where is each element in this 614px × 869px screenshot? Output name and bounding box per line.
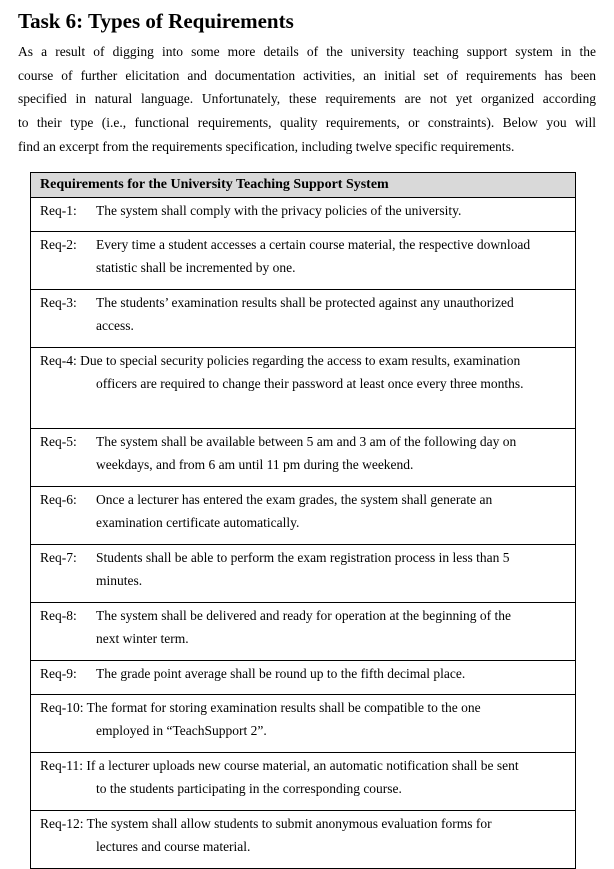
- req-11: [31, 753, 575, 810]
- table-row: [31, 487, 576, 545]
- req-text: Every time a student accesses a certain course material, the respective download: [96, 237, 531, 252]
- req-8: [31, 603, 575, 660]
- req-text: employed in “TeachSupport 2”.: [96, 723, 267, 738]
- req-text: The system shall be available between 5 am and 3 am of the following day on: [96, 434, 517, 449]
- req-line: [40, 812, 575, 835]
- intro-line: As a result of digging into some more details of the university teaching support system in the: [18, 44, 596, 59]
- table-header: Requirements for the University Teaching Support System: [31, 173, 576, 198]
- req-text: The grade point average shall be round up to the fifth decimal place.: [96, 666, 466, 681]
- req-id: Req-3:: [40, 295, 77, 310]
- req-text: The format for storing examination results shall be compatible to the one: [86, 700, 481, 715]
- req-12: [31, 811, 575, 868]
- req-id: Req-10:: [40, 700, 84, 715]
- req-text: The students’ examination results shall be protected against any unauthorized: [96, 295, 514, 310]
- req-text: examination certificate automatically.: [96, 515, 300, 530]
- req-text: statistic shall be incremented by one.: [96, 260, 296, 275]
- req-id: Req-11:: [40, 758, 83, 773]
- table-row: [31, 753, 576, 811]
- intro-line: to their type (i.e., functional requirements, quality requirements, or constraints). Below you will: [18, 115, 596, 131]
- req-id: Req-12:: [40, 816, 84, 831]
- table-row: [31, 232, 576, 290]
- req-text: access.: [96, 318, 134, 333]
- page-title: Task 6: Types of Requirements: [18, 9, 294, 33]
- table-header-row: [31, 173, 576, 198]
- req-id: Req-7:: [40, 550, 77, 565]
- table-row: [31, 603, 576, 661]
- req-text: Due to special security policies regarding the access to exam results, examination: [80, 353, 521, 368]
- req-line: [40, 754, 575, 777]
- req-text: If a lecturer uploads new course material, an automatic notification shall be sent: [86, 758, 519, 773]
- intro-paragraph: [18, 40, 596, 159]
- req-7: [31, 545, 575, 602]
- req-text: The system shall comply with the privacy policies of the university.: [96, 203, 462, 218]
- req-text: minutes.: [96, 573, 143, 588]
- req-id: Req-5:: [40, 434, 77, 449]
- req-id: Req-2:: [40, 237, 77, 252]
- table-row: [31, 661, 576, 695]
- req-id: Req-8:: [40, 608, 77, 623]
- table-row: [31, 290, 576, 348]
- req-id: Req-9:: [40, 666, 77, 681]
- table-row: [31, 811, 576, 869]
- intro-line: find an excerpt from the requirements specification, including twelve specific requirements.: [18, 138, 515, 154]
- req-id: Req-6:: [40, 492, 77, 507]
- req-text: The system shall be delivered and ready for operation at the beginning of the: [96, 608, 511, 623]
- req-9: [31, 661, 575, 694]
- req-text: next winter term.: [96, 631, 189, 646]
- intro-line: course of further elicitation and documentation activities, an initial set of requirements has been: [18, 67, 596, 83]
- table-row: [31, 545, 576, 603]
- req-5: [31, 429, 575, 486]
- table-row: [31, 695, 576, 753]
- requirements-table: [30, 172, 576, 869]
- req-2: [31, 232, 575, 289]
- req-text: Students shall be able to perform the exam registration process in less than 5: [96, 550, 510, 565]
- req-id: Req-4:: [40, 353, 77, 368]
- req-6: [31, 487, 575, 544]
- intro-line: specified in natural language. Unfortunately, these requirements are not yet organized according: [18, 91, 596, 107]
- req-id: Req-1:: [40, 203, 77, 218]
- req-3: [31, 290, 575, 347]
- req-text: Once a lecturer has entered the exam grades, the system shall generate an: [96, 492, 493, 507]
- req-line: [40, 349, 575, 372]
- table-row: [31, 348, 576, 429]
- req-1: [31, 198, 575, 231]
- req-4: [31, 348, 575, 428]
- req-10: [31, 695, 575, 752]
- req-line: [40, 696, 575, 719]
- req-text: The system shall allow students to submit anonymous evaluation forms for: [86, 816, 492, 831]
- req-text: officers are required to change their password at least once every three months.: [96, 376, 524, 391]
- table-row: [31, 198, 576, 232]
- table-row: [31, 429, 576, 487]
- req-text: to the students participating in the corresponding course.: [96, 781, 402, 796]
- req-text: lectures and course material.: [96, 839, 251, 854]
- req-text: weekdays, and from 6 am until 11 pm during the weekend.: [96, 457, 414, 472]
